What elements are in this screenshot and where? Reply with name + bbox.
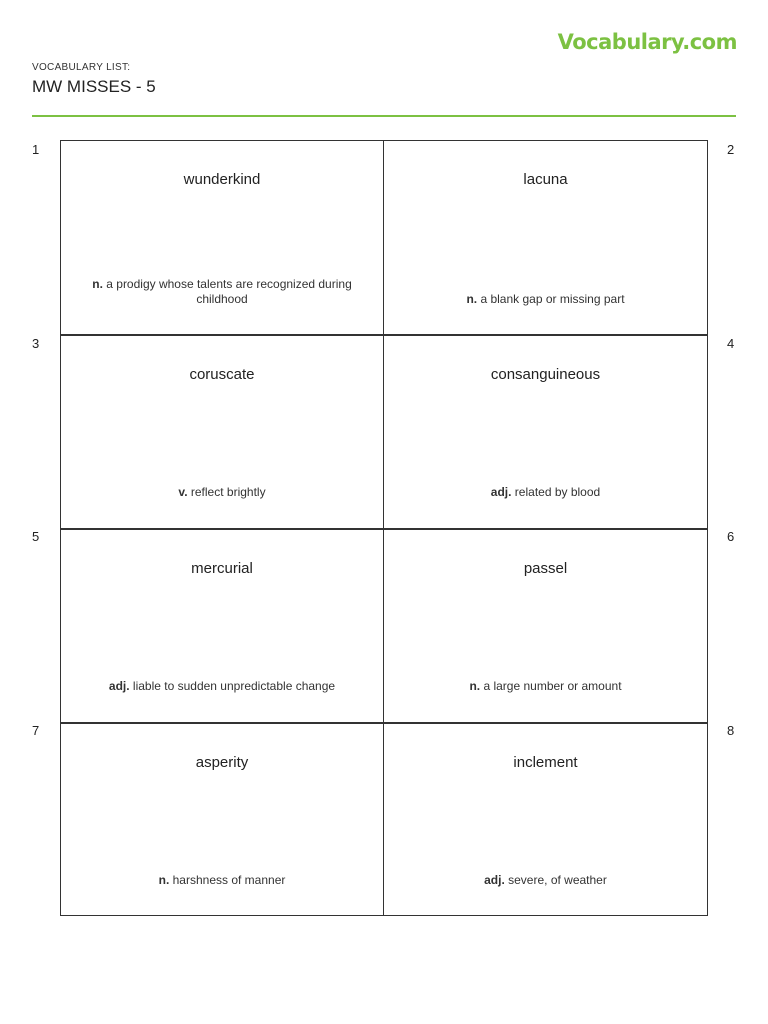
card-term: lacuna [523,171,568,188]
definition-text: a blank gap or missing part [477,292,625,306]
definition-text: harshness of manner [169,873,286,887]
card-definition [402,485,689,500]
flashcard [61,722,384,916]
card-term: wunderkind [183,171,261,188]
flashcard [384,141,707,335]
card-number-4: 4 [727,336,735,351]
definition-text: liable to sudden unpredictable change [129,679,336,693]
vocabulary-logo[interactable]: Vocabulary.com [557,30,737,54]
definition-text: related by blood [511,485,601,499]
part-of-speech: n. [92,277,103,291]
card-number-2: 2 [727,142,735,157]
flashcard [61,334,384,528]
card-term: coruscate [189,366,255,383]
flashcard [61,528,384,722]
header-divider [32,115,736,117]
part-of-speech: n. [466,292,478,306]
card-definition [402,679,689,694]
card-definition [79,873,365,888]
definition-text: severe, of weather [504,873,607,887]
part-of-speech: n. [158,873,170,887]
part-of-speech: adj. [484,873,505,887]
card-term: passel [523,560,568,577]
card-definition [79,485,365,500]
card-term: inclement [513,754,578,771]
list-label: VOCABULARY LIST: [32,62,131,73]
part-of-speech: adj. [490,485,512,499]
flashcard [384,334,707,528]
part-of-speech: adj. [108,679,130,693]
definition-text: reflect brightly [187,485,266,499]
card-number-8: 8 [727,723,735,738]
card-term: mercurial [191,560,253,577]
flashcard [384,528,707,722]
flashcard [384,722,707,916]
definition-text: a large number or amount [480,679,622,693]
card-term: consanguineous [490,366,601,383]
card-number-1: 1 [32,142,40,157]
list-title: MW MISSES - 5 [32,77,156,96]
card-number-7: 7 [32,723,40,738]
flashcard-grid [60,140,708,916]
definition-text: a prodigy whose talents are recognized during childhood [102,277,352,306]
part-of-speech: n. [469,679,481,693]
flashcard [61,141,384,335]
part-of-speech: v. [178,485,188,499]
card-number-3: 3 [32,336,40,351]
card-definition [402,873,689,888]
card-term: asperity [195,754,249,771]
card-definition [402,292,689,307]
card-definition [79,277,365,307]
card-number-5: 5 [32,529,40,544]
card-number-6: 6 [727,529,735,544]
card-definition [79,679,365,694]
